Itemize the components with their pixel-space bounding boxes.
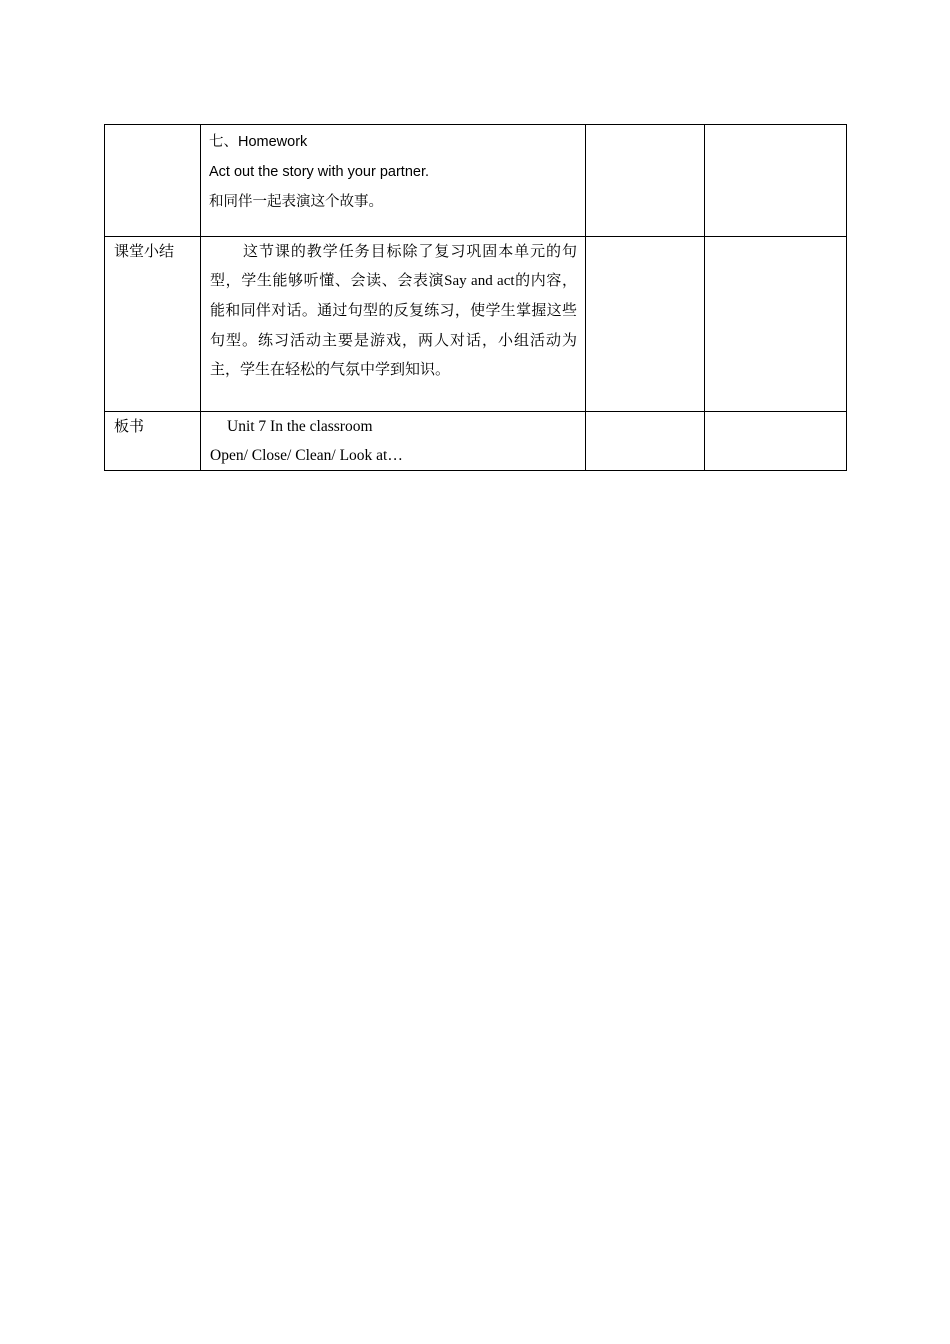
summary-text-part1: 这节课的教学任务目标除了复习巩固本单元的句型，学生能够听懂、会读、会表演 — [210, 242, 577, 290]
summary-content-cell — [201, 237, 586, 412]
empty-cell — [705, 125, 847, 237]
summary-text-en: Say and act — [444, 273, 515, 290]
row-label-cell — [105, 237, 201, 412]
table-row-board — [105, 412, 847, 471]
table-row-homework — [105, 125, 847, 237]
empty-cell — [586, 125, 705, 237]
row-label-cell — [105, 125, 201, 237]
homework-line-zh: 和同伴一起表演这个故事。 — [209, 194, 383, 210]
empty-cell — [586, 412, 705, 471]
summary-label: 课堂小结 — [114, 242, 175, 260]
empty-cell — [586, 237, 705, 412]
homework-heading: 七、Homework — [209, 134, 308, 150]
board-line-1: Unit 7 In the classroom — [227, 418, 373, 435]
board-line-2: Open/ Close/ Clean/ Look at… — [210, 447, 403, 464]
lesson-plan-table — [104, 124, 847, 471]
empty-cell — [705, 412, 847, 471]
row-label-cell — [105, 412, 201, 471]
homework-line-en: Act out the story with your partner. — [209, 164, 430, 180]
summary-text-part2: 的内容，能和同伴对话。通过句型的反复练习，使学生掌握这些句型。练习活动主要是游戏，两人对话，小组活动为主，学生在轻松的气氛中学到知识。 — [210, 271, 577, 378]
board-label: 板书 — [114, 417, 145, 435]
row-label — [105, 125, 200, 128]
empty-cell — [705, 237, 847, 412]
summary-paragraph — [201, 237, 585, 384]
homework-content-cell — [201, 125, 586, 237]
board-content-cell — [201, 412, 586, 471]
table-row-summary — [105, 237, 847, 412]
